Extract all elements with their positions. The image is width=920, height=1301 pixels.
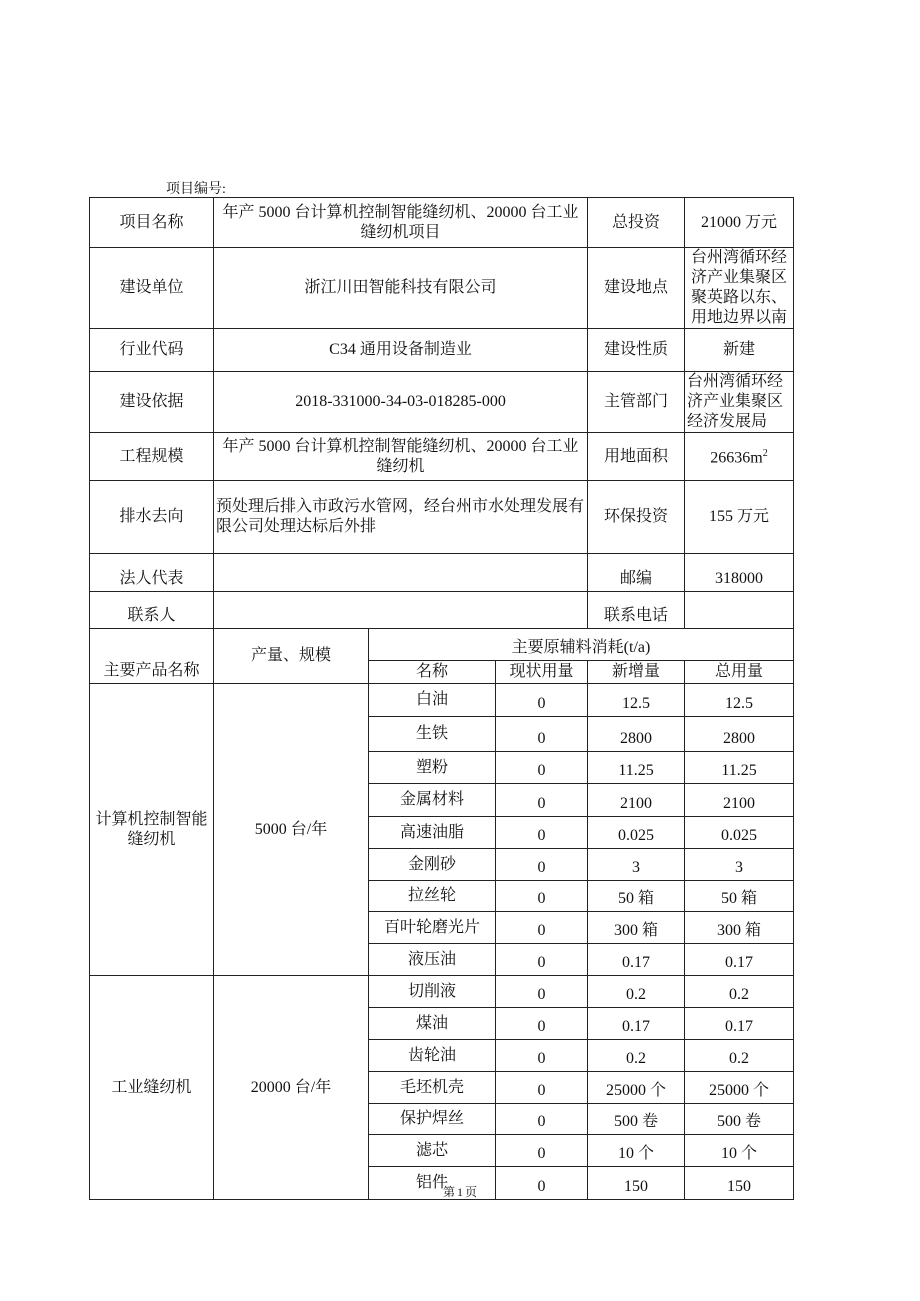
contact-label: 联系人	[90, 592, 214, 629]
land-area-unit-sup: 2	[762, 448, 768, 460]
mat-current: 0	[496, 1072, 588, 1104]
mat-new: 2800	[588, 717, 685, 752]
mat-current: 0	[496, 912, 588, 944]
mat-total: 11.25	[685, 752, 794, 784]
page-footer	[0, 1183, 920, 1200]
mat-current: 0	[496, 1167, 588, 1200]
mat-new: 0.025	[588, 817, 685, 849]
mat-new: 3	[588, 849, 685, 881]
phone	[685, 592, 794, 629]
mat-current: 0	[496, 717, 588, 752]
postcode-label: 邮编	[588, 554, 685, 592]
drainage: 预处理后排入市政污水管网，经台州市水处理发展有限公司处理达标后外排	[214, 481, 588, 554]
mat-name: 白油	[369, 684, 496, 717]
authority-label: 主管部门	[588, 372, 685, 433]
mat-total: 500 卷	[685, 1104, 794, 1135]
mat-total: 10 个	[685, 1135, 794, 1167]
mat-current: 0	[496, 752, 588, 784]
mat-total: 0.025	[685, 817, 794, 849]
table-row	[90, 684, 794, 717]
legal-rep	[214, 554, 588, 592]
mat-name: 拉丝轮	[369, 881, 496, 912]
product-name: 工业缝纫机	[90, 976, 214, 1200]
col-name-header: 名称	[369, 661, 496, 684]
col-current-header: 现状用量	[496, 661, 588, 684]
mat-current: 0	[496, 944, 588, 976]
industry-code-label: 行业代码	[90, 329, 214, 372]
mat-current: 0	[496, 1135, 588, 1167]
mat-total: 0.2	[685, 1040, 794, 1072]
project-name-label: 项目名称	[90, 198, 214, 248]
mat-total: 50 箱	[685, 881, 794, 912]
mat-total: 3	[685, 849, 794, 881]
mat-new: 0.2	[588, 976, 685, 1008]
mat-total: 25000 个	[685, 1072, 794, 1104]
mat-name: 金属材料	[369, 784, 496, 817]
mat-name: 切削液	[369, 976, 496, 1008]
builder-label: 建设单位	[90, 248, 214, 329]
total-investment-label: 总投资	[588, 198, 685, 248]
postcode: 318000	[685, 554, 794, 592]
mat-total: 2800	[685, 717, 794, 752]
page-prefix: 第	[442, 1185, 455, 1199]
env-investment: 155 万元	[685, 481, 794, 554]
mat-new: 500 卷	[588, 1104, 685, 1135]
mat-name: 滤芯	[369, 1135, 496, 1167]
mat-total: 2100	[685, 784, 794, 817]
construction-nature: 新建	[685, 329, 794, 372]
industry-code: C34 通用设备制造业	[214, 329, 588, 372]
construction-nature-label: 建设性质	[588, 329, 685, 372]
page-number: 1	[457, 1185, 463, 1199]
basis-label: 建设依据	[90, 372, 214, 433]
mat-total: 150	[685, 1167, 794, 1200]
mat-name: 铝件	[369, 1167, 496, 1200]
mat-total: 300 箱	[685, 912, 794, 944]
page-suffix: 页	[465, 1185, 478, 1199]
mat-new: 12.5	[588, 684, 685, 717]
scale-label: 工程规模	[90, 433, 214, 481]
project-number-label: 项目编号:	[166, 182, 226, 197]
mat-current: 0	[496, 1040, 588, 1072]
mat-new: 300 箱	[588, 912, 685, 944]
mat-current: 0	[496, 1008, 588, 1040]
mat-name: 生铁	[369, 717, 496, 752]
mat-total: 0.2	[685, 976, 794, 1008]
consumption-title: 主要原辅料消耗(t/a)	[369, 629, 794, 661]
mat-current: 0	[496, 1104, 588, 1135]
scale: 年产 5000 台计算机控制智能缝纫机、20000 台工业缝纫机	[214, 433, 588, 481]
mat-total: 0.17	[685, 944, 794, 976]
mat-new: 0.2	[588, 1040, 685, 1072]
project-name: 年产 5000 台计算机控制智能缝纫机、20000 台工业缝纫机项目	[214, 198, 588, 248]
mat-new: 10 个	[588, 1135, 685, 1167]
mat-name: 金刚砂	[369, 849, 496, 881]
mat-name: 保护焊丝	[369, 1104, 496, 1135]
mat-name: 煤油	[369, 1008, 496, 1040]
product-output: 5000 台/年	[214, 684, 369, 976]
project-info-table	[89, 197, 794, 1200]
mat-current: 0	[496, 976, 588, 1008]
mat-current: 0	[496, 849, 588, 881]
mat-new: 0.17	[588, 1008, 685, 1040]
product-output: 20000 台/年	[214, 976, 369, 1200]
drainage-label: 排水去向	[90, 481, 214, 554]
mat-new: 25000 个	[588, 1072, 685, 1104]
mat-current: 0	[496, 684, 588, 717]
mat-new: 50 箱	[588, 881, 685, 912]
site-label: 建设地点	[588, 248, 685, 329]
col-new-header: 新增量	[588, 661, 685, 684]
mat-current: 0	[496, 881, 588, 912]
authority: 台州湾循环经济产业集聚区经济发展局	[685, 372, 794, 433]
mat-new: 11.25	[588, 752, 685, 784]
builder: 浙江川田智能科技有限公司	[214, 248, 588, 329]
env-investment-label: 环保投资	[588, 481, 685, 554]
mat-current: 0	[496, 817, 588, 849]
phone-label: 联系电话	[588, 592, 685, 629]
mat-new: 150	[588, 1167, 685, 1200]
mat-name: 塑粉	[369, 752, 496, 784]
product-name: 计算机控制智能缝纫机	[90, 684, 214, 976]
output-scale-header: 产量、规模	[214, 629, 369, 684]
site: 台州湾循环经济产业集聚区聚英路以东、用地边界以南	[685, 248, 794, 329]
table-row	[90, 976, 794, 1008]
mat-name: 液压油	[369, 944, 496, 976]
contact	[214, 592, 588, 629]
mat-name: 毛坯机壳	[369, 1072, 496, 1104]
mat-name: 百叶轮磨光片	[369, 912, 496, 944]
mat-name: 高速油脂	[369, 817, 496, 849]
legal-rep-label: 法人代表	[90, 554, 214, 592]
mat-new: 2100	[588, 784, 685, 817]
product-name-header: 主要产品名称	[90, 629, 214, 684]
mat-current: 0	[496, 784, 588, 817]
total-investment: 21000 万元	[685, 198, 794, 248]
mat-new: 0.17	[588, 944, 685, 976]
mat-name: 齿轮油	[369, 1040, 496, 1072]
land-area-label: 用地面积	[588, 433, 685, 481]
basis: 2018-331000-34-03-018285-000	[214, 372, 588, 433]
mat-total: 0.17	[685, 1008, 794, 1040]
land-area-value: 26636m	[710, 449, 763, 467]
col-total-header: 总用量	[685, 661, 794, 684]
mat-total: 12.5	[685, 684, 794, 717]
land-area	[685, 433, 794, 481]
